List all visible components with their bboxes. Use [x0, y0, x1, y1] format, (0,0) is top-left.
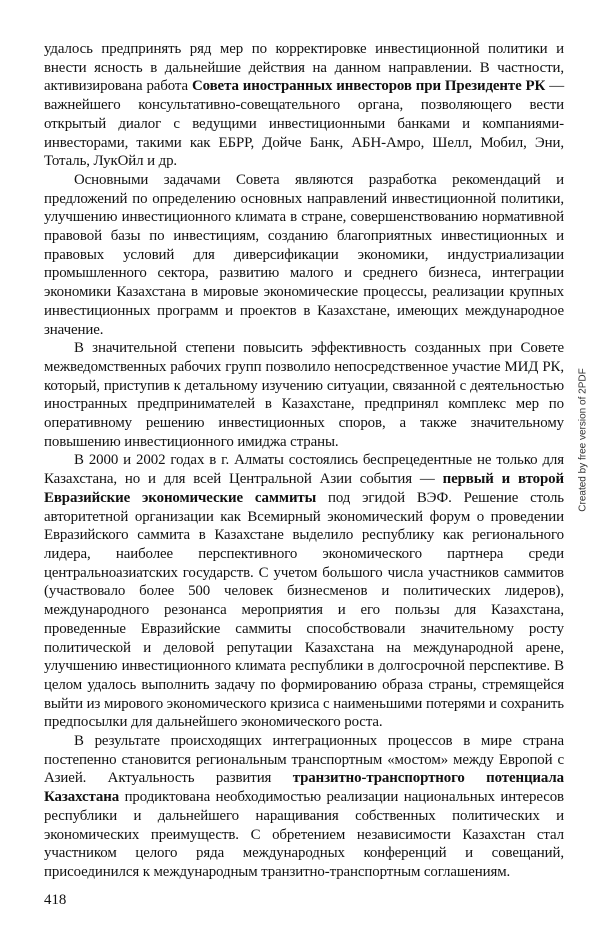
text-segment: В 2000 и 2002 годах в г. Алматы состоялись беспрецедентные не только для Казахстана, но и для всей Центральной Азии события —: [44, 452, 564, 488]
text-segment: продиктована необходимостью реализации национальных интересов республики и дальнейшего наращивания собственных политических и экономических преимуществ. С обретением независимости Казахстан стал участником целого ряда международных конференций и совещаний, присоединился к международным транзитно-транспортным соглашениям.: [44, 789, 564, 880]
page-body: [44, 40, 564, 882]
bold-term-foreign-investors-council: Совета иностранных инвесторов при Президенте РК: [191, 78, 546, 95]
bold-term-transit-potential: транзитно-транспортного потенциала Казахстана: [44, 770, 564, 806]
paragraph-1: [44, 40, 564, 171]
side-watermark: Created by free version of 2PDF: [577, 368, 589, 512]
bold-term-eurasian-summits: первый и второй Евразийские экономические саммиты: [44, 471, 564, 506]
text-segment: В значительной степени повысить эффективность созданных при Совете межведомственных рабочих групп позволило непосредственное участие МИД РК, который, приступив к детальному изучению ситуации, связанной с деятельностью иностранных предпринимателей в Казахстане, предпринял комплекс мер по оперативному решению инвестиционных споров, а также значительному повышению инвестиционного имиджа страны.: [44, 340, 564, 450]
text-segment: удалось предпринять ряд мер по корректировке инвестиционной политики и внести ясность в дальнейшие действия на данном направлении. В частности, активизирована работа: [44, 41, 564, 95]
paragraph-4: [44, 451, 564, 732]
paragraph-3: [44, 339, 564, 451]
text-segment: — важнейшего консультативно-совещательного органа, позволяющего вести открытый диалог с ведущими инвестиционными банками и компаниями-инвесторами, такими как ЕБРР, Дойче Банк, АБН-Амро, Шелл, Мобил, Эни, Тоталь, ЛукОйл и др.: [44, 78, 564, 170]
paragraph-2: [44, 171, 564, 339]
page-number: 418: [44, 892, 67, 908]
text-segment: В результате происходящих интеграционных процессов в мире страна постепенно становится региональным транспортным «мостом» между Европой с Азией. Актуальность развития: [44, 733, 564, 787]
text-segment: под эгидой ВЭФ. Решение столь авторитетной организации как Всемирный экономический форум о проведении Евразийского саммита в Казахстане выделило республику как регионального лидера, наиболее перспективного экономического партнера среди центральноазиатских государств. С учетом большого числа участников саммитов (участвовало более 500 человек бизнесменов и политических лидеров), международного резонанса мероприятия и его пользы для Казахстана, проведенные Евразийские саммиты способствовали значительному росту политической и деловой репутации Казахстана на международной арене, улучшению инвестиционного климата республики в долгосрочной перспективе. В целом удалось выполнить задачу по формированию образа страны, стремящейся выйти из мирового экономического кризиса с наименьшими потерями и сохранить предпосылки для дальнейшего экономического роста.: [44, 489, 564, 731]
text-segment: Основными задачами Совета являются разработка рекомендаций и предложений по определению основных направлений инвестиционной политики, улучшению инвестиционного климата в стране, совершенствованию нормативной правовой базы по инвестициям, созданию благоприятных инвестиционных и правовых условий для диверсификации экономики, индустриализации промышленного сектора, развитию малого и среднего бизнеса, интеграции экономики Казахстана в мировые экономические процессы, реализации крупных инвестиционных программ и проектов в Казахстане, имеющих международное значение.: [44, 171, 564, 338]
paragraph-5: [44, 732, 564, 882]
